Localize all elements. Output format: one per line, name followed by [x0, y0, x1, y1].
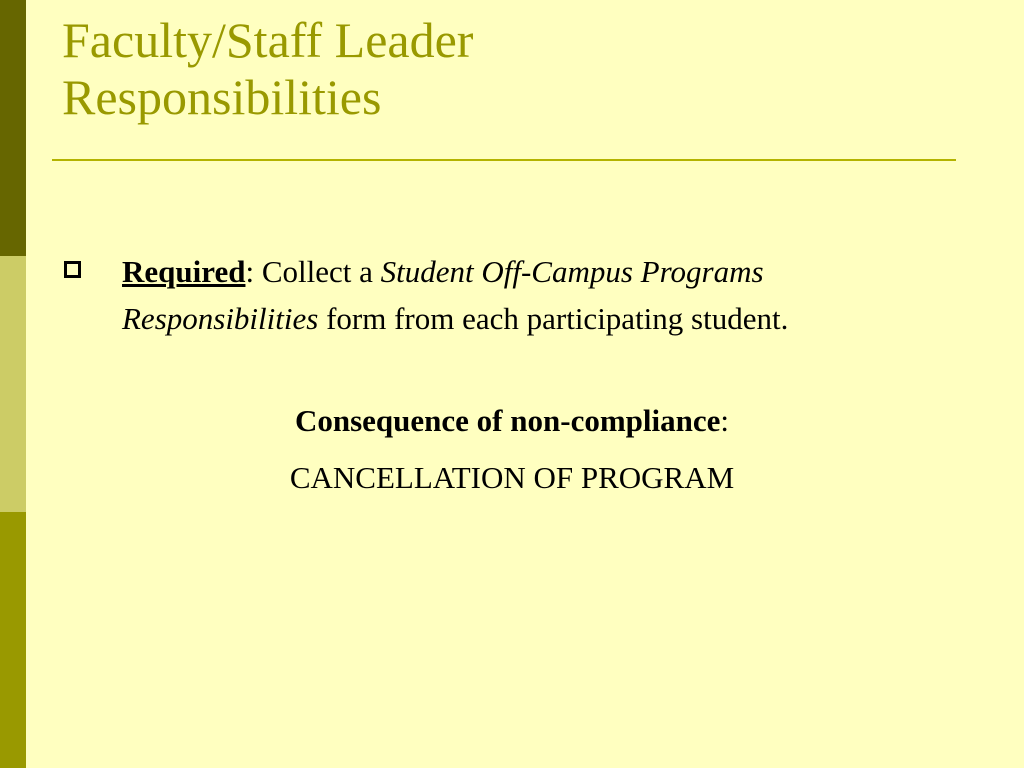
form-name: Student Off-Campus Programs Responsibilities — [122, 254, 764, 336]
required-label: Required — [122, 254, 246, 289]
title-divider — [52, 159, 956, 161]
side-bar-bottom — [0, 512, 26, 768]
consequence-heading — [0, 401, 1024, 441]
bullet-text — [122, 248, 952, 342]
side-bar-top — [0, 0, 26, 256]
slide-title — [62, 12, 962, 126]
consequence-value: CANCELLATION OF PROGRAM — [289, 460, 735, 495]
slide-title-line2: Responsibilities — [62, 69, 382, 125]
consequence-label: Consequence of non-compliance — [294, 403, 721, 438]
required-colon: : — [245, 254, 262, 289]
bullet-text-before: Collect a — [261, 254, 381, 289]
consequence-colon: : — [720, 403, 729, 438]
bullet-text-after: form from each participating student. — [318, 301, 789, 336]
slide-title-line1: Faculty/Staff Leader — [62, 12, 474, 68]
hollow-square-bullet-icon — [64, 261, 81, 278]
